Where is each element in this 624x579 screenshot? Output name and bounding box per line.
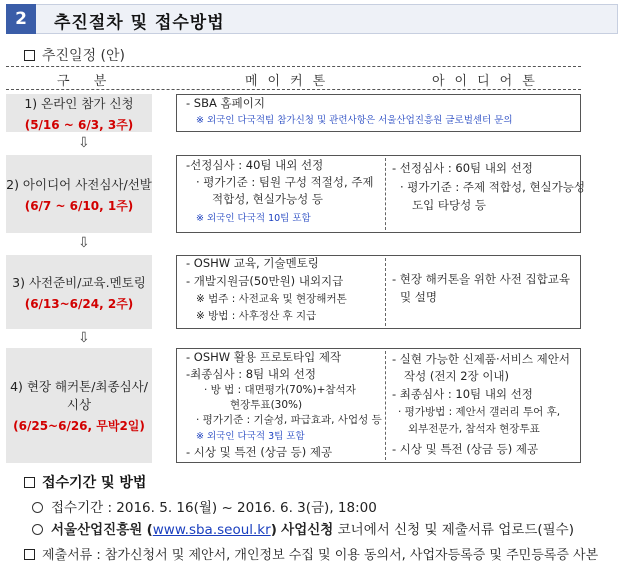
table-header-rule — [6, 89, 581, 90]
application-heading — [24, 472, 146, 492]
maker-note: ※ 외국인 다국적 10팀 포함 — [196, 213, 311, 224]
idea-line: 및 설명 — [400, 290, 437, 304]
stage-name: 2) 아이디어 사전심사/선발 — [6, 176, 152, 192]
stage-date: (6/7 ~ 6/10, 1주) — [24, 198, 134, 213]
stage-2-label — [6, 155, 152, 233]
column-header-stage: 구 분 — [57, 74, 117, 89]
maker-note: ※ 외국인 다국적 3팀 포함 — [196, 431, 305, 442]
column-divider — [385, 351, 386, 460]
column-divider — [385, 158, 386, 230]
stage-date: (6/13~6/24, 2주) — [24, 296, 134, 311]
period-text: 접수기간 : 2016. 5. 16(월) ~ 2016. 6. 3(금), 18:00 — [51, 500, 377, 516]
stage-4-label — [6, 348, 152, 463]
maker-line: · 평가기준 : 기술성, 파급효과, 사업성 등 — [196, 414, 382, 426]
maker-line: -최종심사 : 8팀 내외 선정 — [186, 367, 316, 381]
application-period — [32, 496, 377, 516]
schedule-title: 추진일정 (안) — [42, 48, 125, 64]
sba-website-link[interactable]: www.sba.seoul.kr — [152, 522, 271, 538]
idea-line: - 시상 및 특전 (상금 등) 제공 — [392, 442, 539, 456]
org-name: 서울산업진흥원 — [51, 522, 143, 538]
maker-line: -선정심사 : 40팀 내외 선정 — [186, 158, 324, 172]
stage-name: 1) 온라인 참가 신청 — [24, 95, 134, 111]
idea-line: - 실현 가능한 신제품·서비스 제안서 — [392, 352, 570, 366]
idea-line: - 현장 해커톤을 위한 사전 집합교육 — [392, 272, 570, 286]
maker-line: 현장투표(30%) — [230, 399, 303, 411]
method-text: 코너에서 신청 및 제출서류 업로드(필수) — [337, 522, 574, 538]
column-header-ideathon: 아이디어톤 — [432, 74, 545, 89]
column-divider — [385, 258, 386, 326]
stage-date: (5/16 ~ 6/3, 3주) — [24, 117, 134, 132]
org-suffix: 사업신청 — [281, 522, 334, 538]
stage-name: 3) 사전준비/교육.멘토링 — [12, 274, 146, 290]
documents-text: 제출서류 : 참가신청서 및 제안서, 개인정보 수집 및 이용 동의서, 사업자등록증 및 주민등록증 사본 — [42, 548, 599, 563]
maker-line: 적합성, 현실가능성 등 — [212, 192, 323, 206]
checkbox-bullet-icon — [24, 50, 35, 61]
column-header-makerthon: 메이커톤 — [245, 74, 336, 89]
circle-bullet-icon — [32, 524, 43, 535]
idea-line: 도입 타당성 등 — [412, 198, 486, 212]
section-number: 2 — [6, 4, 36, 34]
stage-date: (6/25~6/26, 무박2일) — [13, 419, 145, 433]
maker-line: - OSHW 교육, 기술멘토링 — [186, 256, 319, 270]
idea-line: - 최종심사 : 10팀 내외 선정 — [392, 387, 533, 401]
down-arrow-icon: ⇩ — [78, 135, 90, 151]
idea-line: · 평가방법 : 제안서 갤러리 투어 후, — [398, 406, 561, 418]
application-title: 접수기간 및 방법 — [42, 475, 147, 491]
stage-1-label — [6, 94, 152, 132]
section-title: 추진절차 및 접수방법 — [54, 13, 225, 33]
required-documents — [24, 544, 598, 563]
maker-line: - 개발지원금(50만원) 내외지급 — [186, 274, 344, 288]
maker-line: ※ 방법 : 사후정산 후 지급 — [196, 310, 317, 322]
stage-3-label — [6, 255, 152, 329]
table-top-rule — [6, 66, 581, 67]
stage-1-maker-line: - SBA 홈페이지 — [186, 96, 265, 110]
schedule-heading — [24, 45, 125, 65]
maker-line: · 방 법 : 대면평가(70%)+참석자 — [204, 384, 356, 396]
stage-1-note: ※ 외국인 다국적팀 참가신청 및 관련사항은 서울산업진흥원 글로벌센터 문의 — [196, 115, 513, 126]
idea-line: · 평가기준 : 주제 적합성, 현실가능성 — [400, 180, 585, 194]
stage-name: 4) 현장 해커톤/최종심사/시상 — [10, 379, 148, 412]
idea-line: 작성 (전지 2장 이내) — [404, 369, 510, 383]
idea-line: 외부전문가, 참석자 현장투표 — [408, 423, 540, 435]
down-arrow-icon: ⇩ — [78, 330, 90, 346]
application-method: 서울산업진흥원 (www.sba.seoul.kr) 사업신청 코너에서 신청 및 제출서류 업로드(필수) — [32, 518, 574, 538]
maker-line: - 시상 및 특전 (상금 등) 제공 — [186, 445, 333, 459]
down-arrow-icon: ⇩ — [78, 235, 90, 251]
checkbox-bullet-icon — [24, 549, 35, 560]
maker-line: · 평가기준 : 팀원 구성 적절성, 주제 — [196, 175, 374, 189]
circle-bullet-icon — [32, 502, 43, 513]
maker-line: ※ 범주 : 사전교육 및 현장해커톤 — [196, 293, 347, 305]
maker-line: - OSHW 활용 프로토타입 제작 — [186, 350, 342, 364]
checkbox-bullet-icon — [24, 477, 35, 488]
idea-line: - 선정심사 : 60팀 내외 선정 — [392, 161, 533, 175]
